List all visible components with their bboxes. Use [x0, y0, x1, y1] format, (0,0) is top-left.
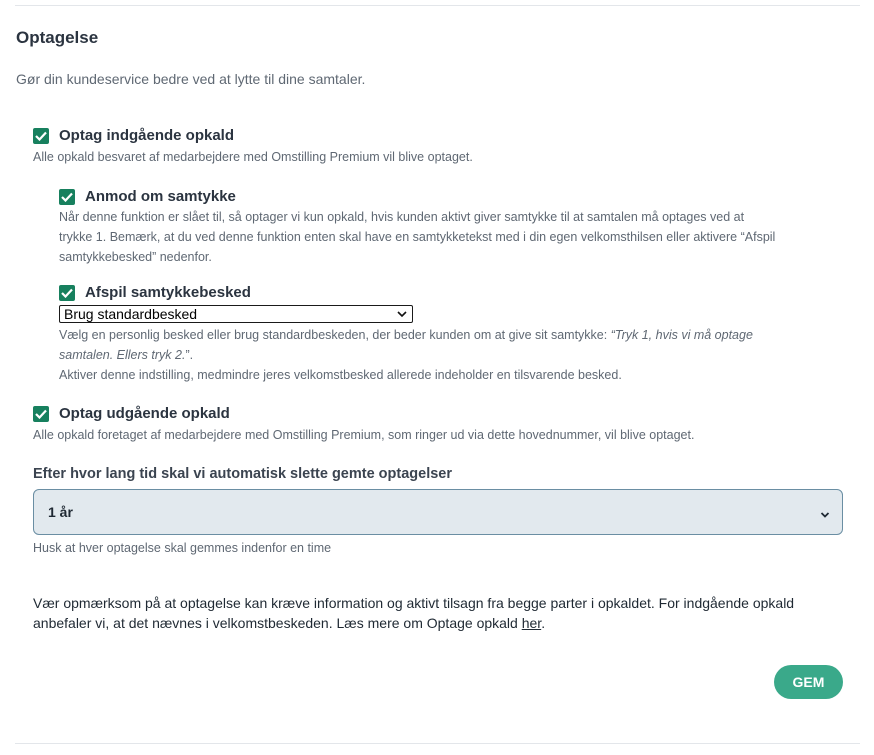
record-outgoing-label: Optag udgående opkald — [59, 405, 230, 422]
record-incoming-label: Optag indgående opkald — [59, 127, 235, 144]
retention-label: Efter hvor lang tid skal vi automatisk slette gemte optagelser — [33, 466, 453, 482]
save-button[interactable]: GEM — [774, 665, 843, 699]
read-more-link[interactable]: her — [521, 615, 542, 631]
record-incoming-row — [33, 127, 234, 144]
notice-text: anbefaler vi, at det nævnes i velkomstbeskeden. Læs mere om Optage opkald — [33, 615, 522, 631]
play-consent-label: Afspil samtykkebesked — [85, 284, 251, 301]
section-subtitle: Gør din kundeservice bedre ved at lytte til dine samtaler. — [16, 71, 366, 87]
chevron-down-icon — [397, 307, 407, 324]
bottom-divider — [15, 743, 860, 744]
play-consent-row — [59, 284, 251, 301]
play-consent-description — [59, 325, 753, 385]
retention-select-value: 1 år — [48, 504, 73, 520]
play-consent-quote: “Tryk 1, hvis vi må optage — [610, 328, 753, 342]
notice-line — [33, 613, 848, 633]
chevron-down-icon — [820, 507, 830, 525]
notice-line: Vær opmærksom på at optagelse kan kræve information og aktivt tilsagn fra begge parter i opkaldet. For indgående opkald — [33, 595, 795, 611]
checkmark-icon — [61, 192, 73, 202]
play-consent-checkbox[interactable] — [59, 285, 75, 301]
request-consent-description-line: Når denne funktion er slået til, så optager vi kun opkald, hvis kunden aktivt giver samtykke til at samtalen må optages ved at — [59, 210, 745, 224]
request-consent-description-line: samtykkebesked” nedenfor. — [59, 250, 212, 264]
request-consent-description — [59, 207, 775, 267]
record-incoming-description: Alle opkald besvaret af medarbejdere med Omstilling Premium vil blive optaget. — [33, 150, 473, 164]
checkmark-icon — [61, 288, 73, 298]
play-consent-description-text: Vælg en personlig besked eller brug standardbeskeden, der beder kunden om at give sit samtykke: — [59, 328, 611, 342]
record-outgoing-row — [33, 405, 230, 422]
top-divider — [15, 5, 860, 6]
play-consent-description-line — [59, 345, 753, 365]
play-consent-quote: samtalen. Ellers tryk 2. — [59, 348, 186, 362]
record-incoming-checkbox[interactable] — [33, 128, 49, 144]
consent-message-select[interactable] — [59, 305, 413, 323]
checkmark-icon — [35, 131, 47, 141]
checkmark-icon — [35, 409, 47, 419]
play-consent-quote-end: ”. — [185, 348, 194, 362]
consent-message-select-value: Brug standardbesked — [64, 306, 198, 322]
play-consent-description-line: Aktiver denne indstilling, medmindre jeres velkomstbesked allerede indeholder en tilsvarende besked. — [59, 368, 622, 382]
retention-select[interactable] — [33, 489, 843, 535]
section-title: Optagelse — [16, 28, 99, 47]
record-outgoing-description: Alle opkald foretaget af medarbejdere med Omstilling Premium, som ringer ud via dette hovednummer, vil blive optaget. — [33, 428, 695, 442]
request-consent-description-line: trykke 1. Bemærk, at du ved denne funktion enten skal have en samtykketekst med i din egen velkomsthilsen eller aktivere “Afspil — [59, 230, 776, 244]
recording-notice — [33, 593, 848, 633]
request-consent-row — [59, 188, 236, 205]
request-consent-checkbox[interactable] — [59, 189, 75, 205]
record-outgoing-checkbox[interactable] — [33, 406, 49, 422]
play-consent-description-line — [59, 325, 753, 345]
retention-helper-text: Husk at hver optagelse skal gemmes indenfor en time — [33, 541, 332, 555]
notice-end: . — [541, 615, 546, 631]
request-consent-label: Anmod om samtykke — [85, 188, 236, 205]
